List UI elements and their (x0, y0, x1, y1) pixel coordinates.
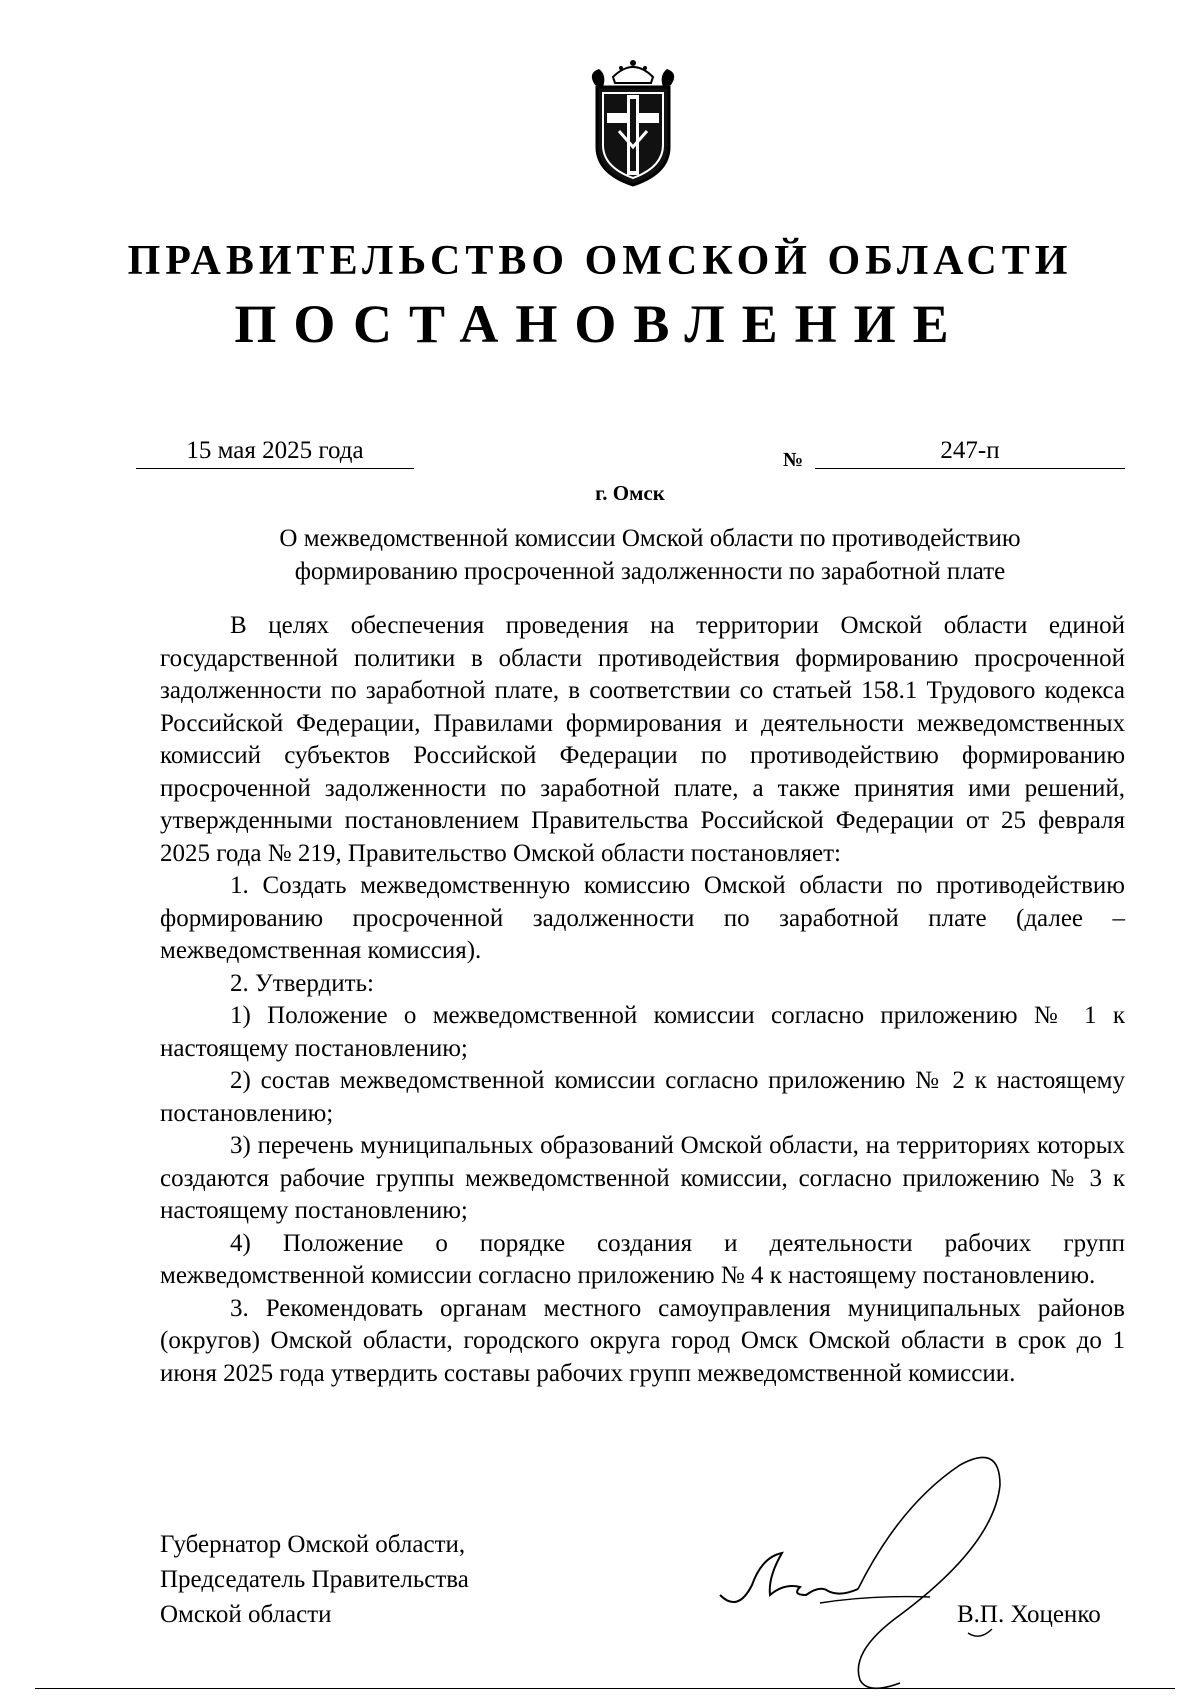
document-type-title: ПОСТАНОВЛЕНИЕ (234, 294, 966, 354)
number-sign: № (783, 449, 804, 471)
signatory-title-line: Председатель Правительства (160, 1566, 469, 1593)
signatory-name: В.П. Хоценко (957, 1601, 1101, 1628)
clause-3: 3. Рекомендовать органам местного самоуправления муниципальных районов (округов) Омской области, городского округа город Омск Омской области в срок до 1 июня 2025 года утвердить составы рабочих групп межведомственной комиссии. (160, 1294, 1125, 1387)
clause-2-item-4: 4) Положение о порядке создания и деятельности рабочих групп межведомственной комиссии согласно приложению № 4 к настоящему постановлению. (160, 1229, 1125, 1289)
clause-1: 1. Создать межведомственную комиссию Омской области по противодействию формированию просроченной задолженности по заработной плате (далее – межведомственная комиссия). (160, 872, 1125, 964)
signatory-title-line: Омской области (160, 1601, 332, 1628)
page-bottom-line (35, 1688, 1175, 1689)
clause-2-item-1: 1) Положение о межведомственной комиссии согласно приложению № 1 к настоящему постановлению; (160, 1002, 1125, 1062)
signatory-title-line: Губернатор Омской области, (160, 1531, 466, 1558)
clause-2: 2. Утвердить: (230, 969, 374, 997)
preamble-paragraph: В целях обеспечения проведения на территории Омской области единой государственной политики в области противодействия формированию просроченной задолженности по заработной плате, в соответствии со статьей 158.1 Трудового кодекса Российской Федерации, Правилами формирования и деятельности межведомственных комиссий субъектов Российской Федерации по противодействию формированию просроченной задолженности по заработной плате, а также принятия ими решений, утвержденными постановлением Правительства Российской Федерации от 25 февраля 2025 года № 219, Правительство Омской области постановляет: (160, 612, 1125, 867)
clause-2-item-3: 3) перечень муниципальных образований Омской области, на территориях которых создаются рабочие группы межведомственной комиссии, согласно приложению № 3 к настоящему постановлению; (160, 1132, 1125, 1224)
government-title: ПРАВИТЕЛЬСТВО ОМСКОЙ ОБЛАСТИ (127, 238, 1073, 284)
handwritten-signature (700, 1445, 1060, 1690)
omsk-region-emblem (573, 55, 693, 190)
document-number: 247-п (815, 434, 1125, 469)
signatory-title (160, 1527, 469, 1632)
city-label: г. Омск (595, 481, 665, 505)
document-body (160, 610, 1125, 1390)
document-date: 15 мая 2025 года (136, 434, 414, 469)
clause-2-item-2: 2) состав межведомственной комиссии согласно приложению № 2 к настоящему постановлению; (160, 1067, 1125, 1127)
document-subject: О межведомственной комиссии Омской области по противодействию формированию просроченной задолженности по заработной плате (279, 525, 1021, 585)
